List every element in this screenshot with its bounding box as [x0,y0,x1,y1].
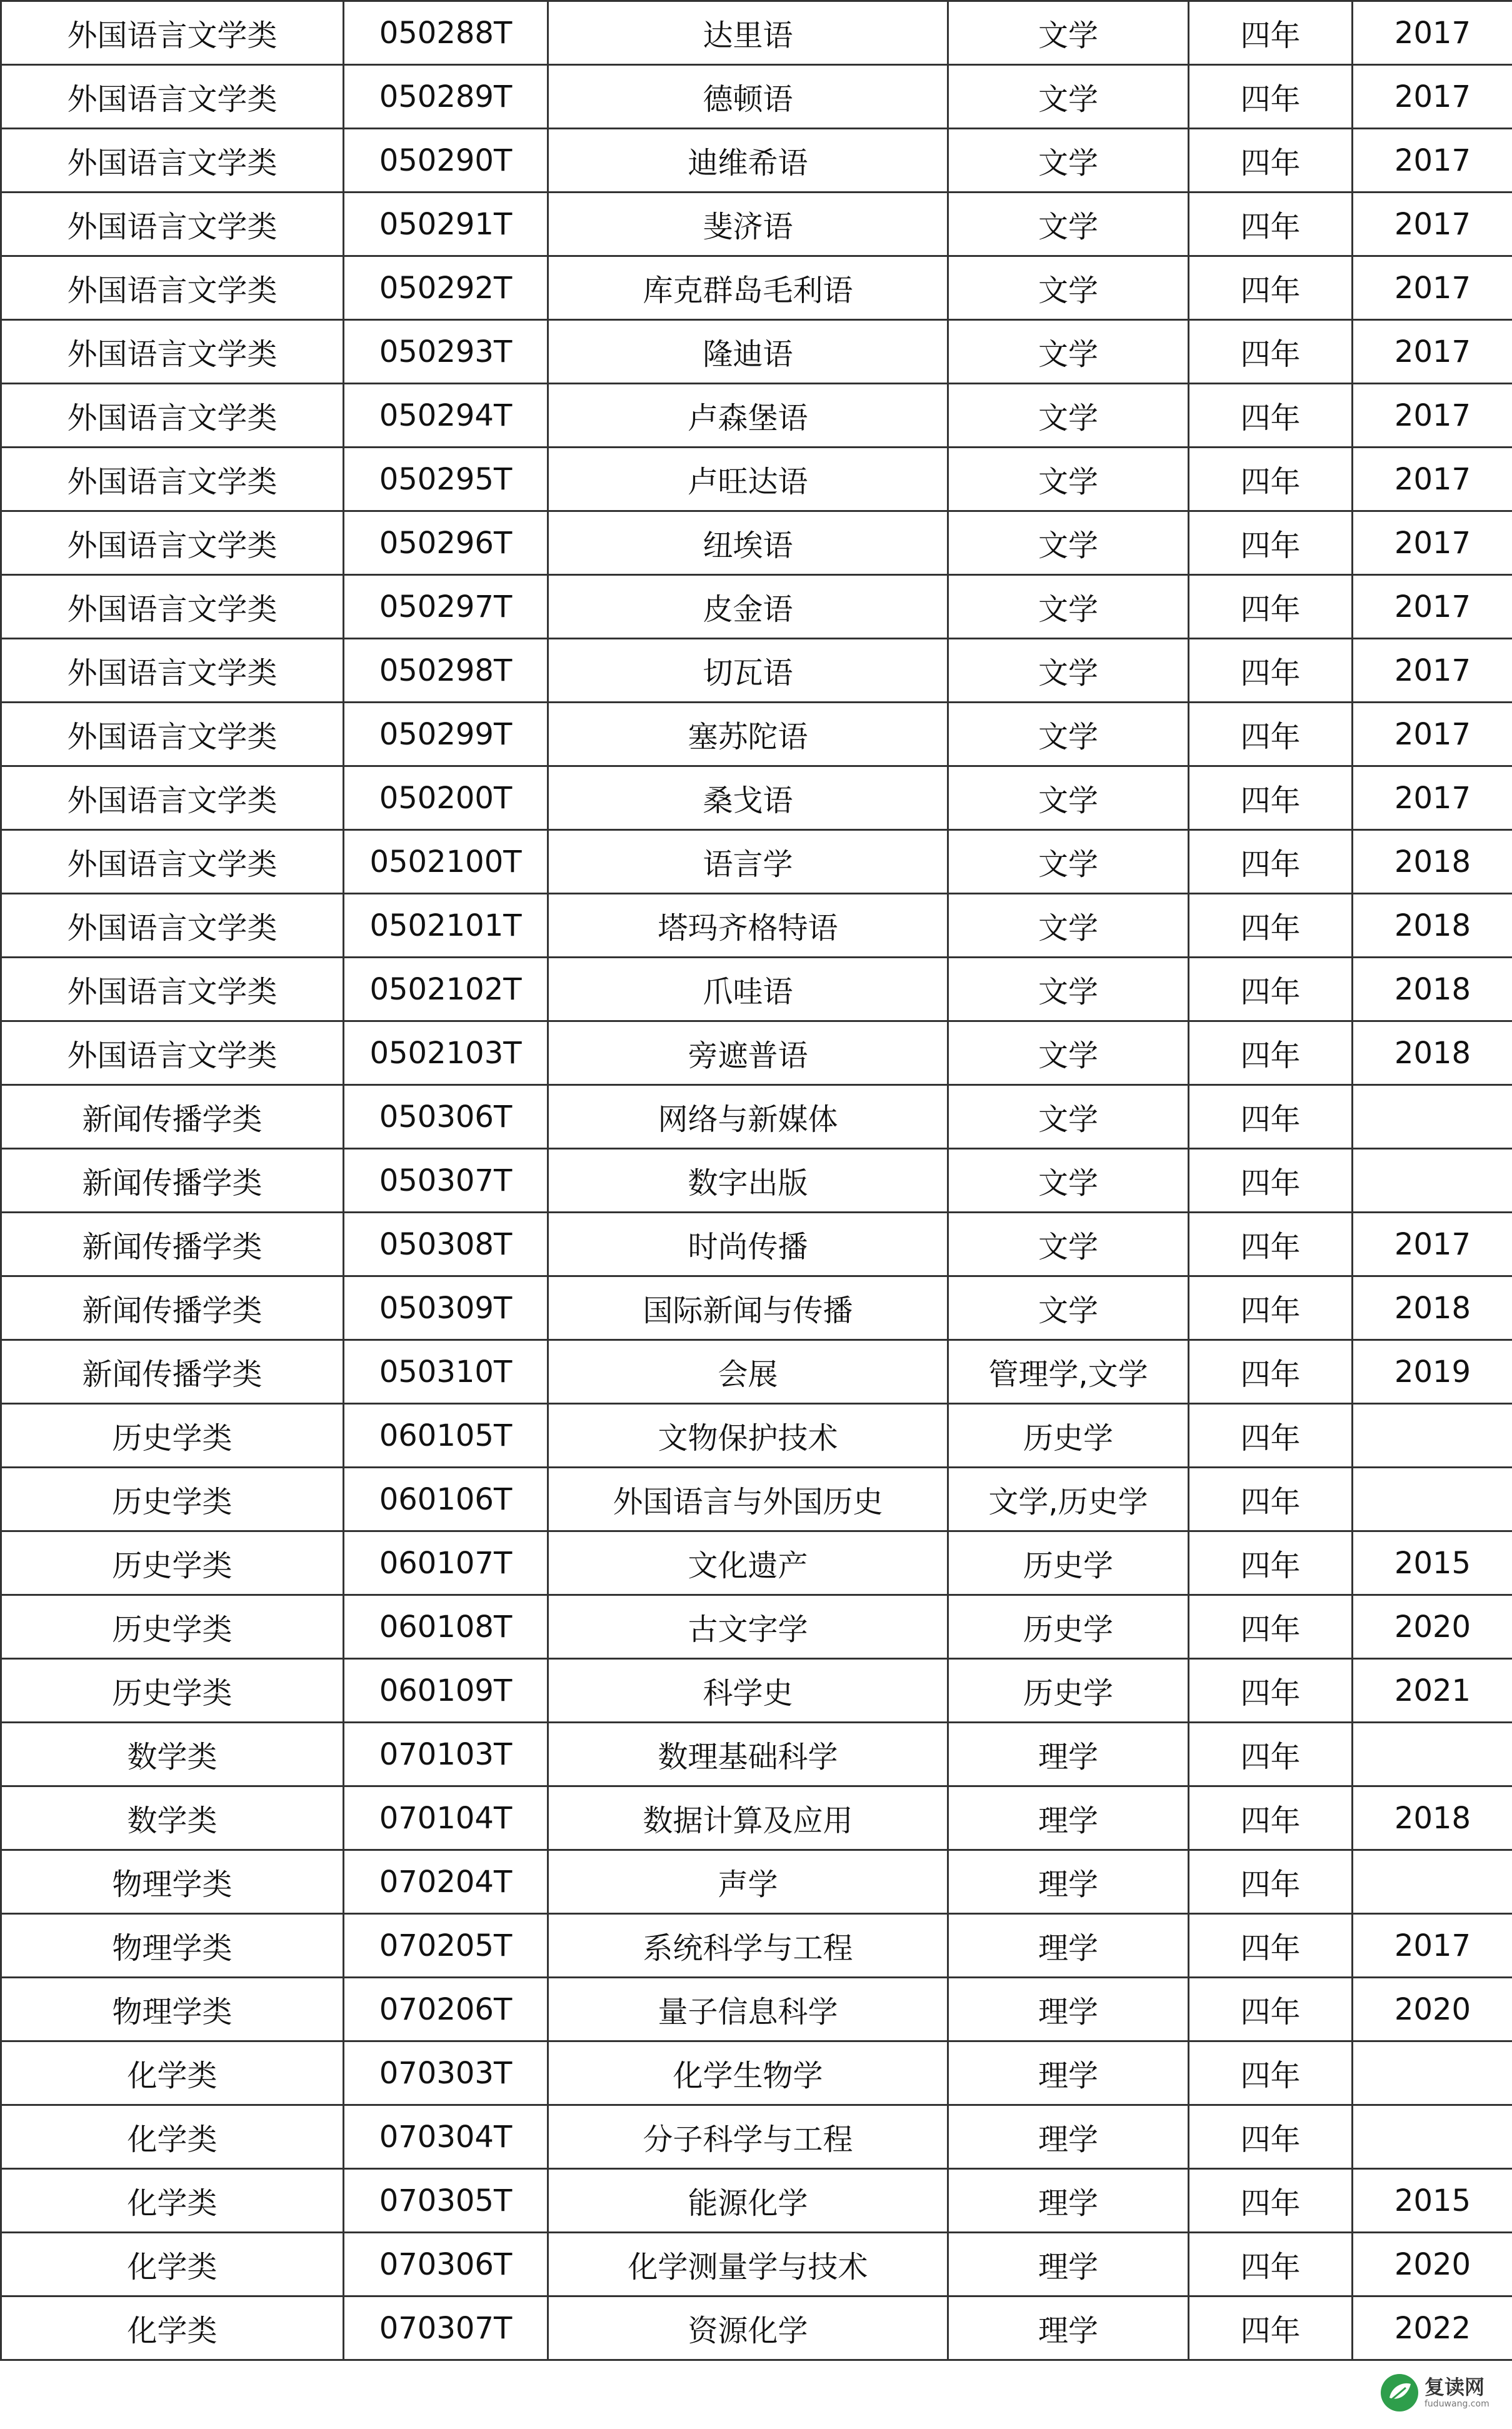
category-cell: 外国语言文学类 [1,830,344,894]
duration-cell: 四年 [1189,193,1353,256]
table-row [1,193,1512,256]
degree-cell: 文学 [948,830,1189,894]
table-row [1,1914,1512,1978]
year-cell: 2017 [1353,193,1512,256]
table-row [1,2105,1512,2169]
code-cell: 050291T [344,193,548,256]
code-cell: 060108T [344,1595,548,1659]
major-name-cell: 库克群岛毛利语 [548,256,948,320]
year-cell: 2017 [1353,511,1512,575]
table-row [1,2296,1512,2360]
duration-cell: 四年 [1189,2105,1353,2169]
code-cell: 050297T [344,575,548,639]
code-cell: 050288T [344,1,548,65]
year-cell: 2015 [1353,2169,1512,2233]
code-cell: 070103T [344,1723,548,1786]
major-name-cell: 卢森堡语 [548,384,948,448]
table-row [1,1978,1512,2041]
year-cell [1353,1850,1512,1914]
table-row [1,2169,1512,2233]
major-name-cell: 数理基础科学 [548,1723,948,1786]
year-cell: 2017 [1353,65,1512,129]
category-cell: 化学类 [1,2296,344,2360]
year-cell: 2017 [1353,639,1512,703]
category-cell: 外国语言文学类 [1,575,344,639]
major-name-cell: 隆迪语 [548,320,948,384]
duration-cell: 四年 [1189,65,1353,129]
duration-cell: 四年 [1189,1085,1353,1149]
category-cell: 新闻传播学类 [1,1085,344,1149]
year-cell: 2017 [1353,448,1512,511]
major-name-cell: 化学测量学与技术 [548,2233,948,2296]
table-row [1,1468,1512,1531]
duration-cell: 四年 [1189,1149,1353,1213]
code-cell: 070303T [344,2041,548,2105]
site-watermark [1379,2368,1498,2418]
year-cell: 2019 [1353,1340,1512,1404]
category-cell: 外国语言文学类 [1,511,344,575]
category-cell: 物理学类 [1,1914,344,1978]
degree-cell: 理学 [948,2169,1189,2233]
table-row [1,1021,1512,1085]
code-cell: 050296T [344,511,548,575]
table-row [1,320,1512,384]
duration-cell: 四年 [1189,1531,1353,1595]
code-cell: 050294T [344,384,548,448]
year-cell [1353,2105,1512,2169]
major-name-cell: 爪哇语 [548,958,948,1021]
duration-cell: 四年 [1189,1659,1353,1723]
code-cell: 050309T [344,1276,548,1340]
degree-cell: 理学 [948,1723,1189,1786]
year-cell: 2017 [1353,766,1512,830]
major-name-cell: 卢旺达语 [548,448,948,511]
degree-cell: 历史学 [948,1659,1189,1723]
year-cell: 2018 [1353,1021,1512,1085]
duration-cell: 四年 [1189,894,1353,958]
category-cell: 化学类 [1,2169,344,2233]
table-row [1,958,1512,1021]
watermark-text [1424,2377,1489,2408]
category-cell: 物理学类 [1,1850,344,1914]
green-leaf-logo-icon [1379,2373,1419,2413]
code-cell: 0502103T [344,1021,548,1085]
code-cell: 060106T [344,1468,548,1531]
table-row [1,256,1512,320]
watermark-name: 复读网 [1424,2375,1485,2399]
degree-cell: 理学 [948,1978,1189,2041]
duration-cell: 四年 [1189,830,1353,894]
table-row [1,575,1512,639]
table-row [1,2041,1512,2105]
major-name-cell: 数字出版 [548,1149,948,1213]
year-cell: 2018 [1353,1276,1512,1340]
major-name-cell: 德顿语 [548,65,948,129]
code-cell: 050293T [344,320,548,384]
degree-cell: 文学 [948,703,1189,766]
degree-cell: 文学 [948,958,1189,1021]
major-name-cell: 国际新闻与传播 [548,1276,948,1340]
table-row [1,1276,1512,1340]
category-cell: 历史学类 [1,1404,344,1468]
duration-cell: 四年 [1189,1914,1353,1978]
degree-cell: 文学 [948,1021,1189,1085]
year-cell: 2017 [1353,1,1512,65]
duration-cell: 四年 [1189,1213,1353,1276]
major-name-cell: 桑戈语 [548,766,948,830]
table-row [1,129,1512,193]
code-cell: 060109T [344,1659,548,1723]
table-row [1,1,1512,65]
year-cell: 2018 [1353,1786,1512,1850]
table-row [1,1404,1512,1468]
code-cell: 070104T [344,1786,548,1850]
major-name-cell: 能源化学 [548,2169,948,2233]
degree-cell: 理学 [948,1786,1189,1850]
category-cell: 外国语言文学类 [1,256,344,320]
major-name-cell: 塞苏陀语 [548,703,948,766]
major-name-cell: 科学史 [548,1659,948,1723]
degree-cell: 文学 [948,1085,1189,1149]
category-cell: 化学类 [1,2041,344,2105]
year-cell: 2022 [1353,2296,1512,2360]
degree-cell: 文学 [948,448,1189,511]
duration-cell: 四年 [1189,320,1353,384]
duration-cell: 四年 [1189,448,1353,511]
table-row [1,1723,1512,1786]
major-name-cell: 迪维希语 [548,129,948,193]
category-cell: 数学类 [1,1723,344,1786]
code-cell: 050310T [344,1340,548,1404]
major-name-cell: 分子科学与工程 [548,2105,948,2169]
duration-cell: 四年 [1189,2169,1353,2233]
duration-cell: 四年 [1189,958,1353,1021]
major-name-cell: 网络与新媒体 [548,1085,948,1149]
duration-cell: 四年 [1189,1850,1353,1914]
major-name-cell: 声学 [548,1850,948,1914]
duration-cell: 四年 [1189,575,1353,639]
code-cell: 050308T [344,1213,548,1276]
degree-cell: 文学 [948,1,1189,65]
category-cell: 新闻传播学类 [1,1276,344,1340]
category-cell: 外国语言文学类 [1,958,344,1021]
duration-cell: 四年 [1189,1340,1353,1404]
year-cell: 2017 [1353,1213,1512,1276]
year-cell [1353,1149,1512,1213]
degree-cell: 文学 [948,384,1189,448]
major-name-cell: 资源化学 [548,2296,948,2360]
category-cell: 外国语言文学类 [1,1,344,65]
major-name-cell: 时尚传播 [548,1213,948,1276]
duration-cell: 四年 [1189,1404,1353,1468]
code-cell: 050307T [344,1149,548,1213]
year-cell: 2020 [1353,2233,1512,2296]
table-row [1,1786,1512,1850]
table-row [1,639,1512,703]
year-cell: 2017 [1353,575,1512,639]
major-name-cell: 达里语 [548,1,948,65]
degree-cell: 管理学,文学 [948,1340,1189,1404]
duration-cell: 四年 [1189,129,1353,193]
table-row [1,65,1512,129]
major-name-cell: 数据计算及应用 [548,1786,948,1850]
category-cell: 数学类 [1,1786,344,1850]
category-cell: 新闻传播学类 [1,1213,344,1276]
degree-cell: 理学 [948,1850,1189,1914]
category-cell: 外国语言文学类 [1,129,344,193]
code-cell: 070305T [344,2169,548,2233]
duration-cell: 四年 [1189,703,1353,766]
code-cell: 060105T [344,1404,548,1468]
category-cell: 外国语言文学类 [1,65,344,129]
code-cell: 070306T [344,2233,548,2296]
year-cell: 2017 [1353,1914,1512,1978]
year-cell: 2018 [1353,830,1512,894]
code-cell: 0502100T [344,830,548,894]
category-cell: 外国语言文学类 [1,703,344,766]
code-cell: 070304T [344,2105,548,2169]
duration-cell: 四年 [1189,1021,1353,1085]
major-name-cell: 切瓦语 [548,639,948,703]
table-row [1,894,1512,958]
duration-cell: 四年 [1189,1786,1353,1850]
major-name-cell: 塔玛齐格特语 [548,894,948,958]
duration-cell: 四年 [1189,256,1353,320]
duration-cell: 四年 [1189,2296,1353,2360]
duration-cell: 四年 [1189,2041,1353,2105]
year-cell: 2020 [1353,1978,1512,2041]
major-name-cell: 化学生物学 [548,2041,948,2105]
duration-cell: 四年 [1189,1978,1353,2041]
code-cell: 050299T [344,703,548,766]
category-cell: 物理学类 [1,1978,344,2041]
duration-cell: 四年 [1189,1276,1353,1340]
degree-cell: 文学 [948,320,1189,384]
degree-cell: 历史学 [948,1595,1189,1659]
major-name-cell: 皮金语 [548,575,948,639]
table-row [1,1531,1512,1595]
category-cell: 外国语言文学类 [1,766,344,830]
code-cell: 060107T [344,1531,548,1595]
degree-cell: 文学 [948,1276,1189,1340]
code-cell: 050295T [344,448,548,511]
major-name-cell: 会展 [548,1340,948,1404]
table-row [1,703,1512,766]
category-cell: 历史学类 [1,1468,344,1531]
category-cell: 外国语言文学类 [1,384,344,448]
category-cell: 外国语言文学类 [1,894,344,958]
category-cell: 新闻传播学类 [1,1149,344,1213]
code-cell: 0502102T [344,958,548,1021]
degree-cell: 文学 [948,894,1189,958]
year-cell [1353,1085,1512,1149]
degree-cell: 文学 [948,1149,1189,1213]
year-cell: 2020 [1353,1595,1512,1659]
table-row [1,511,1512,575]
duration-cell: 四年 [1189,639,1353,703]
degree-cell: 理学 [948,2041,1189,2105]
degree-cell: 文学 [948,193,1189,256]
majors-table-body [1,1,1512,2360]
degree-cell: 文学 [948,575,1189,639]
degree-cell: 理学 [948,2105,1189,2169]
major-name-cell: 纽埃语 [548,511,948,575]
degree-cell: 历史学 [948,1404,1189,1468]
year-cell [1353,1404,1512,1468]
table-row [1,1850,1512,1914]
category-cell: 外国语言文学类 [1,639,344,703]
table-row [1,1149,1512,1213]
year-cell: 2017 [1353,129,1512,193]
table-row [1,384,1512,448]
code-cell: 0502101T [344,894,548,958]
code-cell: 070204T [344,1850,548,1914]
duration-cell: 四年 [1189,766,1353,830]
table-row [1,1340,1512,1404]
degree-cell: 文学 [948,65,1189,129]
degree-cell: 理学 [948,1914,1189,1978]
major-name-cell: 旁遮普语 [548,1021,948,1085]
category-cell: 历史学类 [1,1659,344,1723]
degree-cell: 文学 [948,766,1189,830]
year-cell: 2015 [1353,1531,1512,1595]
degree-cell: 历史学 [948,1531,1189,1595]
code-cell: 050306T [344,1085,548,1149]
code-cell: 070307T [344,2296,548,2360]
duration-cell: 四年 [1189,1,1353,65]
table-row [1,448,1512,511]
major-name-cell: 语言学 [548,830,948,894]
degree-cell: 文学 [948,256,1189,320]
code-cell: 050290T [344,129,548,193]
degree-cell: 文学 [948,511,1189,575]
degree-cell: 理学 [948,2296,1189,2360]
major-name-cell: 文物保护技术 [548,1404,948,1468]
category-cell: 历史学类 [1,1531,344,1595]
duration-cell: 四年 [1189,1595,1353,1659]
duration-cell: 四年 [1189,511,1353,575]
table-row [1,766,1512,830]
watermark-url: fuduwang.com [1424,2399,1489,2409]
degree-cell: 文学 [948,1213,1189,1276]
major-name-cell: 斐济语 [548,193,948,256]
major-name-cell: 古文字学 [548,1595,948,1659]
duration-cell: 四年 [1189,1468,1353,1531]
year-cell: 2018 [1353,958,1512,1021]
year-cell: 2021 [1353,1659,1512,1723]
major-name-cell: 量子信息科学 [548,1978,948,2041]
code-cell: 050200T [344,766,548,830]
year-cell: 2017 [1353,384,1512,448]
code-cell: 070205T [344,1914,548,1978]
category-cell: 化学类 [1,2105,344,2169]
code-cell: 050289T [344,65,548,129]
table-row [1,1595,1512,1659]
category-cell: 外国语言文学类 [1,193,344,256]
duration-cell: 四年 [1189,384,1353,448]
degree-cell: 文学 [948,129,1189,193]
table-row [1,830,1512,894]
category-cell: 外国语言文学类 [1,448,344,511]
category-cell: 历史学类 [1,1595,344,1659]
table-row [1,1213,1512,1276]
duration-cell: 四年 [1189,2233,1353,2296]
category-cell: 新闻传播学类 [1,1340,344,1404]
table-row [1,1085,1512,1149]
code-cell: 050298T [344,639,548,703]
year-cell: 2017 [1353,256,1512,320]
major-name-cell: 文化遗产 [548,1531,948,1595]
degree-cell: 文学,历史学 [948,1468,1189,1531]
code-cell: 070206T [344,1978,548,2041]
duration-cell: 四年 [1189,1723,1353,1786]
year-cell: 2017 [1353,320,1512,384]
major-name-cell: 系统科学与工程 [548,1914,948,1978]
year-cell: 2018 [1353,894,1512,958]
degree-cell: 文学 [948,639,1189,703]
category-cell: 外国语言文学类 [1,320,344,384]
year-cell [1353,1723,1512,1786]
year-cell [1353,1468,1512,1531]
category-cell: 化学类 [1,2233,344,2296]
year-cell [1353,2041,1512,2105]
year-cell: 2017 [1353,703,1512,766]
category-cell: 外国语言文学类 [1,1021,344,1085]
major-name-cell: 外国语言与外国历史 [548,1468,948,1531]
table-row [1,2233,1512,2296]
table-row [1,1659,1512,1723]
code-cell: 050292T [344,256,548,320]
degree-cell: 理学 [948,2233,1189,2296]
